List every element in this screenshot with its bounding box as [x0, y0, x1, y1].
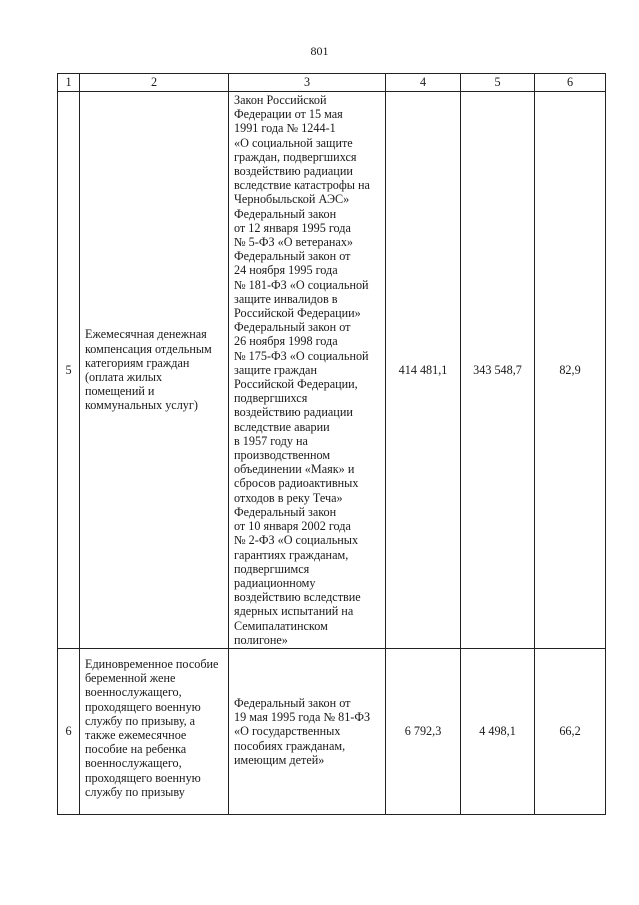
law-line: отходов в реку Теча» — [234, 490, 343, 505]
header-cell-2: 2 — [80, 74, 229, 92]
law-line: от 12 января 1995 года — [234, 220, 351, 235]
benefit-name-line: коммунальных услуг) — [85, 398, 198, 413]
benefit-name-line: категориям граждан — [85, 355, 190, 370]
law-line: ядерных испытаний на — [234, 604, 354, 619]
value-col4: 414 481,1 — [386, 92, 461, 649]
law-line: граждан, подвергшихся — [234, 149, 357, 164]
benefit-name-line: проходящего военную — [85, 699, 201, 714]
law-line: Федерации от 15 мая — [234, 107, 343, 122]
benefit-name-line: пособие на ребенка — [85, 742, 187, 757]
row-number: 5 — [58, 92, 80, 649]
law-line: Чернобыльской АЭС» — [234, 192, 350, 207]
law-line: объединении «Маяк» и — [234, 462, 355, 477]
law-line: «О социальной защите — [234, 135, 353, 150]
law-line: воздействию вследствие — [234, 590, 361, 605]
law-line: в 1957 году на — [234, 433, 308, 448]
law-line: Федеральный закон от — [234, 320, 351, 335]
law-line: Российской Федерации, — [234, 377, 358, 392]
benefit-name-line: службу по призыву — [85, 784, 185, 799]
law-line: защите граждан — [234, 362, 317, 377]
value-col4: 6 792,3 — [386, 648, 461, 814]
law-reference-cell — [229, 92, 386, 649]
law-line: № 181-ФЗ «О социальной — [234, 277, 369, 292]
law-line: Закон Российской — [234, 93, 327, 107]
header-row — [58, 74, 606, 92]
law-line: от 10 января 2002 года — [234, 519, 351, 534]
law-line: защите инвалидов в — [234, 291, 338, 306]
law-line: Федеральный закон от — [234, 249, 351, 264]
row-number: 6 — [58, 648, 80, 814]
law-line: воздействию радиации — [234, 405, 353, 420]
law-line: Семипалатинском — [234, 618, 328, 633]
benefit-name-line: помещений и — [85, 384, 155, 399]
law-line: производственном — [234, 448, 331, 463]
header-cell-6: 6 — [535, 74, 606, 92]
law-line: Федеральный закон — [234, 206, 337, 221]
law-line: радиационному — [234, 575, 316, 590]
value-col6: 66,2 — [535, 648, 606, 814]
law-line: № 2-ФЗ «О социальных — [234, 533, 359, 548]
law-line: подвергшимся — [234, 561, 310, 576]
benefit-name-line: Единовременное пособие — [85, 656, 219, 671]
law-line: 26 ноября 1998 года — [234, 334, 338, 349]
law-line: пособиях гражданам, — [234, 738, 346, 753]
budget-table — [57, 73, 606, 815]
value-col5: 4 498,1 — [461, 648, 535, 814]
law-line: имеющим детей» — [234, 752, 325, 767]
law-line: вследствие аварии — [234, 419, 330, 434]
law-line: 19 мая 1995 года № 81-ФЗ — [234, 710, 371, 725]
benefit-name-cell — [80, 92, 229, 649]
header-cell-1: 1 — [58, 74, 80, 92]
law-line: 1991 года № 1244-1 — [234, 121, 336, 136]
benefit-name-line: службу по призыву, а — [85, 713, 196, 728]
law-line: «О государственных — [234, 724, 341, 739]
table-row — [58, 648, 606, 814]
law-line: полигоне» — [234, 632, 288, 647]
law-line: Российской Федерации» — [234, 306, 361, 321]
value-col5: 343 548,7 — [461, 92, 535, 649]
benefit-name-cell — [80, 648, 229, 814]
law-line: воздействию радиации — [234, 164, 353, 179]
law-line: гарантиях гражданам, — [234, 547, 349, 562]
benefit-name-line: также ежемесячное — [85, 727, 187, 742]
law-line: № 175-ФЗ «О социальной — [234, 348, 369, 363]
law-line: вследствие катастрофы на — [234, 178, 370, 193]
table-row — [58, 92, 606, 649]
header-cell-5: 5 — [461, 74, 535, 92]
benefit-name-line: беременной жене — [85, 671, 176, 686]
law-line: сбросов радиоактивных — [234, 476, 359, 491]
benefit-name-line: компенсация отдельным — [85, 341, 212, 356]
law-line: 24 ноября 1995 года — [234, 263, 338, 278]
law-line: Федеральный закон — [234, 504, 337, 519]
value-col6: 82,9 — [535, 92, 606, 649]
benefit-name-line: Ежемесячная денежная — [85, 327, 207, 342]
law-reference-cell — [229, 648, 386, 814]
benefit-name-line: (оплата жилых — [85, 369, 163, 384]
header-cell-4: 4 — [386, 74, 461, 92]
benefit-name-line: проходящего военную — [85, 770, 201, 785]
law-line: подвергшихся — [234, 391, 308, 406]
benefit-name-line: военнослужащего, — [85, 756, 182, 771]
header-cell-3: 3 — [229, 74, 386, 92]
law-line: Федеральный закон от — [234, 695, 351, 710]
law-line: № 5-ФЗ «О ветеранах» — [234, 235, 354, 250]
page-number: 801 — [310, 44, 329, 58]
benefit-name-line: военнослужащего, — [85, 685, 182, 700]
